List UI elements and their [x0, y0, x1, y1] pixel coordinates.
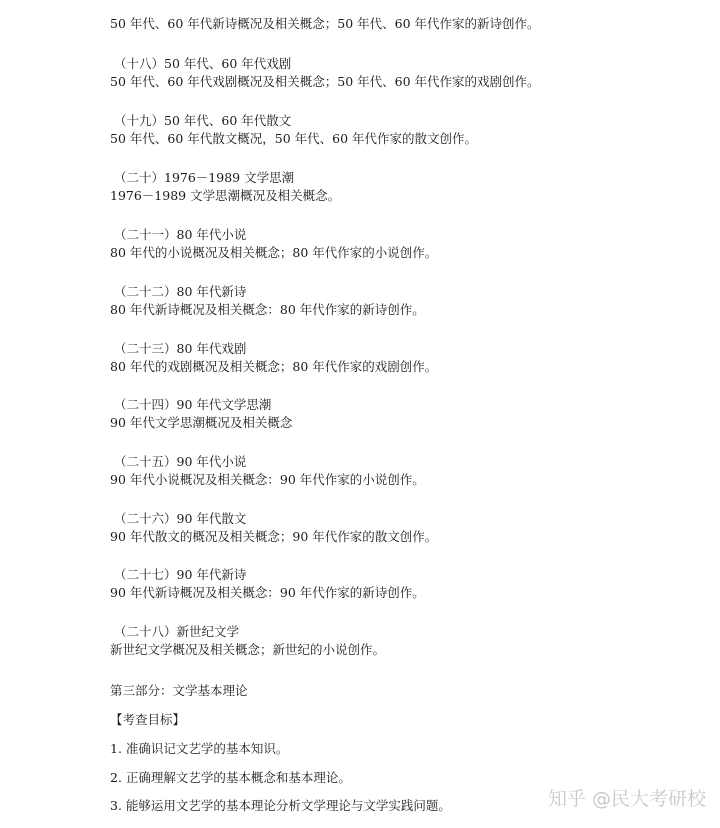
- section-heading-21: （二十一）80 年代小说: [114, 227, 247, 242]
- text-line-3: 50 年代、60 年代散文概况，50 年代、60 年代作家的散文创作。: [110, 131, 478, 146]
- section-heading-27: （二十七）90 年代新诗: [114, 567, 247, 582]
- text-line-12: 新世纪文学概况及相关概念；新世纪的小说创作。: [110, 642, 386, 657]
- text-line-11: 90 年代新诗概况及相关概念：90 年代作家的新诗创作。: [110, 585, 425, 600]
- section-heading-18: （十八）50 年代、60 年代戏剧: [114, 56, 292, 71]
- objective-2: 2. 正确理解文艺学的基本概念和基本理论。: [110, 770, 351, 785]
- objectives-heading: 【考查目标】: [110, 712, 186, 727]
- text-line-6: 80 年代新诗概况及相关概念：80 年代作家的新诗创作。: [110, 302, 425, 317]
- section-heading-23: （二十三）80 年代戏剧: [114, 341, 247, 356]
- text-line-4: 1976－1989 文学思潮概况及相关概念。: [110, 188, 341, 203]
- part-three-heading: 第三部分：文学基本理论: [110, 683, 248, 698]
- watermark-text: 知乎 @民大考研校: [547, 788, 706, 810]
- section-heading-24: （二十四）90 年代文学思潮: [114, 397, 272, 412]
- text-line-8: 90 年代文学思潮概况及相关概念: [110, 415, 293, 430]
- section-heading-19: （十九）50 年代、60 年代散文: [114, 113, 292, 128]
- text-line-7: 80 年代的戏剧概况及相关概念；80 年代作家的戏剧创作。: [110, 359, 438, 374]
- text-line-1: 50 年代、60 年代新诗概况及相关概念；50 年代、60 年代作家的新诗创作。: [110, 16, 540, 31]
- text-line-5: 80 年代的小说概况及相关概念；80 年代作家的小说创作。: [110, 245, 438, 260]
- objective-1: 1. 准确识记文艺学的基本知识。: [110, 741, 289, 756]
- section-heading-28: （二十八）新世纪文学: [114, 624, 240, 639]
- text-line-2: 50 年代、60 年代戏剧概况及相关概念；50 年代、60 年代作家的戏剧创作。: [110, 74, 540, 89]
- section-heading-26: （二十六）90 年代散文: [114, 511, 247, 526]
- objective-3: 3. 能够运用文艺学的基本理论分析文学理论与文学实践问题。: [110, 798, 451, 813]
- section-heading-20: （二十）1976－1989 文学思潮: [114, 170, 295, 185]
- text-line-10: 90 年代散文的概况及相关概念；90 年代作家的散文创作。: [110, 529, 438, 544]
- section-heading-25: （二十五）90 年代小说: [114, 454, 247, 469]
- section-heading-22: （二十二）80 年代新诗: [114, 284, 247, 299]
- text-line-9: 90 年代小说概况及相关概念：90 年代作家的小说创作。: [110, 472, 425, 487]
